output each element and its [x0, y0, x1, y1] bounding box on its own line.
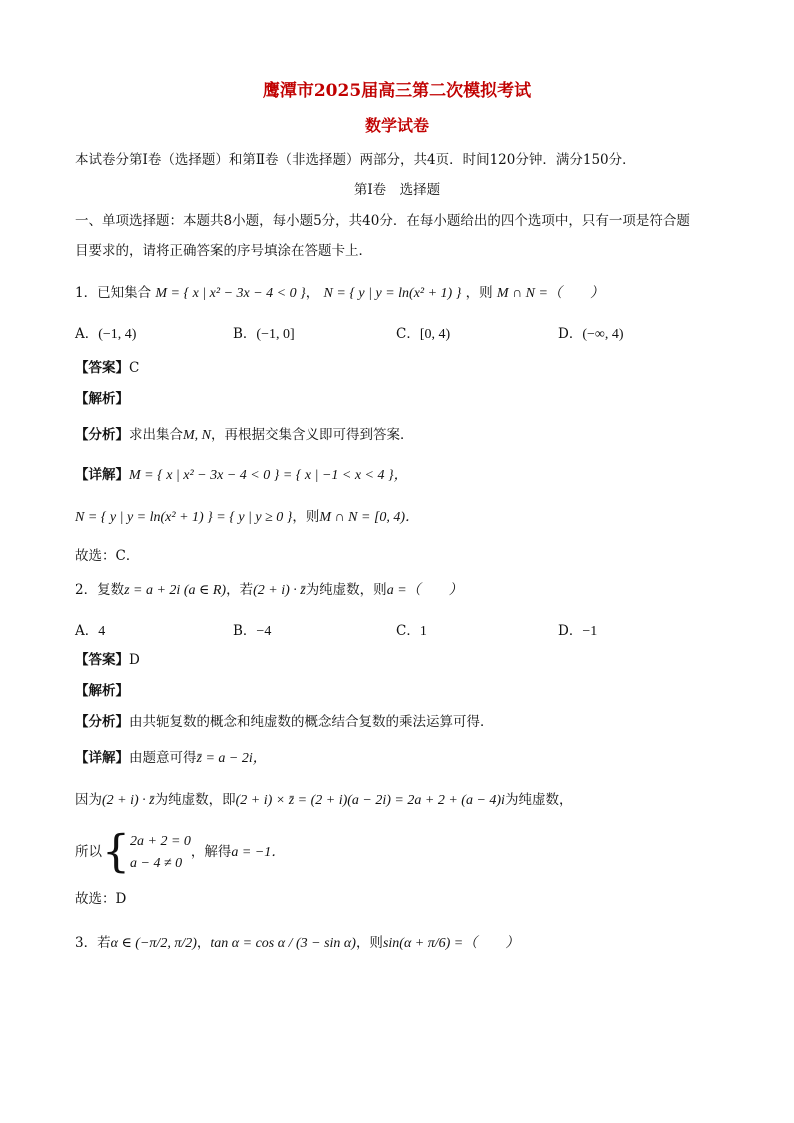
q1-prefix: 1．已知集合	[75, 285, 152, 301]
q2-option-d: D．−1	[558, 623, 598, 639]
q2-case1: 2a + 2 = 0	[130, 833, 191, 849]
q1-fenxi: 【分析】求出集合M, N，再根据交集含义即可得到答案．	[75, 427, 414, 443]
q2-case2: a − 4 ≠ 0	[130, 855, 183, 871]
q2-stem: 2．复数z = a + 2i (a ∈ R)，若(2 + i) · z̄为纯虚数，则a =（ ）	[75, 582, 463, 598]
exam-subtitle: 数学试卷	[364, 116, 429, 135]
q1-analysis-label: 【解析】	[75, 391, 129, 407]
q1-answer: 【答案】C	[75, 360, 140, 376]
q1-set-m: M = { x | x² − 3x − 4 < 0 }	[155, 286, 306, 301]
q2-fenxi: 【分析】由共轭复数的概念和纯虚数的概念结合复数的乘法运算可得．	[75, 714, 494, 730]
q3-stem: 3．若α ∈ (−π/2, π/2)，tan α = cos α / (3 − sin α)，则sin(α + π/6) =（ ）	[75, 935, 520, 951]
q1-ask: M ∩ N =（ ）	[496, 286, 604, 301]
section1-instruction-line2: 目要求的，请将正确答案的序号填涂在答题卡上．	[75, 243, 372, 259]
q2-detail-line2: 因为(2 + i) · z̄为纯虚数，即(2 + i) × z̄ = (2 + i)(a − 2i) = 2a + 2 + (a − 4)i为纯虚数，	[75, 792, 573, 808]
q2-analysis-label: 【解析】	[75, 683, 129, 699]
q1-choose: 故选：C．	[75, 548, 140, 564]
q1-option-d: D．(−∞, 4)	[558, 326, 624, 342]
section1-instruction-line1: 一、单项选择题：本题共8小题，每小题5分，共40分．在每小题给出的四个选项中，只有一项是符合题	[75, 213, 690, 229]
q1-detail-line1: 【详解】M = { x | x² − 3x − 4 < 0 } = { x | −1 < x < 4 }，	[75, 467, 408, 483]
q1-option-b: B．(−1, 0]	[233, 326, 295, 342]
q2-detail-line1: 【详解】由题意可得z̄ = a − 2i，	[75, 750, 267, 766]
q2-answer: 【答案】D	[75, 652, 140, 668]
q1-set-n: N = { y | y = ln(x² + 1) }	[323, 286, 462, 301]
q1-suffix: ，则	[465, 285, 493, 301]
q1-option-a: A．(−1, 4)	[75, 326, 137, 342]
q2-option-a: A．4	[75, 623, 106, 639]
q1-option-c: C．[0, 4)	[396, 326, 451, 342]
q2-option-b: B．−4	[233, 623, 272, 639]
q1-stem: 1．已知集合 M = { x | x² − 3x − 4 < 0 }， N = { y | y = ln(x² + 1) } ，则 M ∩ N =（ ）	[75, 285, 604, 301]
exam-intro: 本试卷分第Ⅰ卷（选择题）和第Ⅱ卷（非选择题）两部分，共4页．时间120分钟．满分150分．	[75, 152, 636, 168]
part1-title: 第Ⅰ卷 选择题	[353, 182, 441, 198]
exam-title: 鹰潭市2025届高三第二次模拟考试	[262, 81, 532, 101]
q2-detail-line3: 所以{ 2a + 2 = 0 a − 4 ≠ 0 ，解得a = −1．	[75, 826, 286, 878]
q2-option-c: C．1	[396, 623, 427, 639]
q2-choose: 故选：D	[75, 891, 127, 907]
q1-detail-line2: N = { y | y = ln(x² + 1) } = { y | y ≥ 0 }，则M ∩ N = [0, 4)．	[75, 509, 420, 525]
